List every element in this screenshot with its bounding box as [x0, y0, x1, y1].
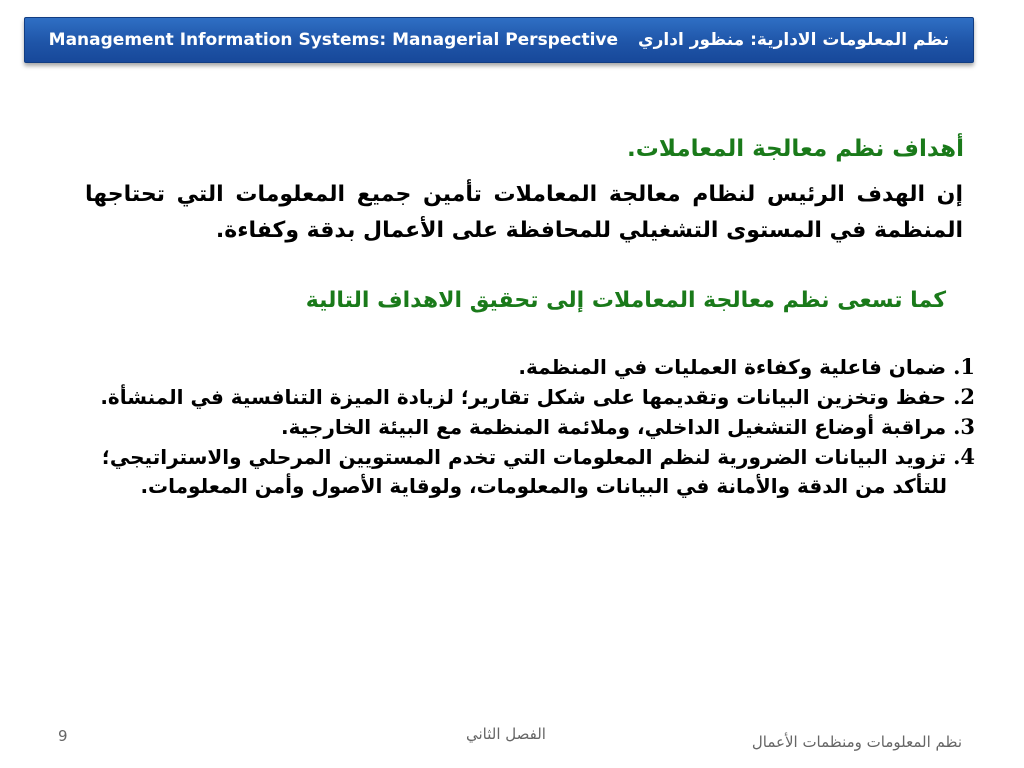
goal-number: 3.: [953, 414, 975, 439]
header-title-arabic: نظم المعلومات الادارية: منظور اداري: [638, 30, 950, 50]
goal-text: تزويد البيانات الضرورية لنظم المعلومات التي تخدم المستويين المرحلي والاستراتيجي؛: [101, 445, 947, 469]
list-item: [95, 412, 975, 442]
objectives-heading: أهداف نظم معالجة المعاملات.: [627, 136, 964, 162]
goal-text-continuation: للتأكد من الدقة والأمانة في البيانات والمعلومات، ولوقاية الأصول وأمن المعلومات.: [140, 474, 947, 498]
goal-text: مراقبة أوضاع التشغيل الداخلي، وملائمة المنظمة مع البيئة الخارجية.: [281, 415, 947, 439]
list-item: [95, 442, 975, 501]
header-banner: [24, 17, 974, 63]
goals-list: [95, 352, 975, 501]
goal-text: ضمان فاعلية وكفاءة العمليات في المنظمة.: [518, 355, 947, 379]
goal-number: 4.: [953, 444, 975, 469]
header-title-english: Management Information Systems: Managerial Perspective: [48, 30, 619, 50]
list-item: [95, 352, 975, 382]
aims-heading: كما تسعى نظم معالجة المعاملات إلى تحقيق الاهداف التالية: [305, 288, 946, 313]
list-item: [95, 382, 975, 412]
goal-text: حفظ وتخزين البيانات وتقديمها على شكل تقارير؛ لزيادة الميزة التنافسية في المنشأة.: [100, 385, 947, 409]
footer-chapter: الفصل الثاني: [466, 725, 546, 743]
page-number: 9: [58, 727, 68, 745]
goal-number: 1.: [953, 354, 975, 379]
footer-course-title: نظم المعلومات ومنظمات الأعمال: [751, 733, 962, 751]
goal-number: 2.: [953, 384, 975, 409]
intro-paragraph: إن الهدف الرئيس لنظام معالجة المعاملات تأمين جميع المعلومات التي تحتاجها المنظمة في المستوى التشغيلي للمحافظة على الأعمال بدقة وكفاءة.: [85, 182, 963, 243]
